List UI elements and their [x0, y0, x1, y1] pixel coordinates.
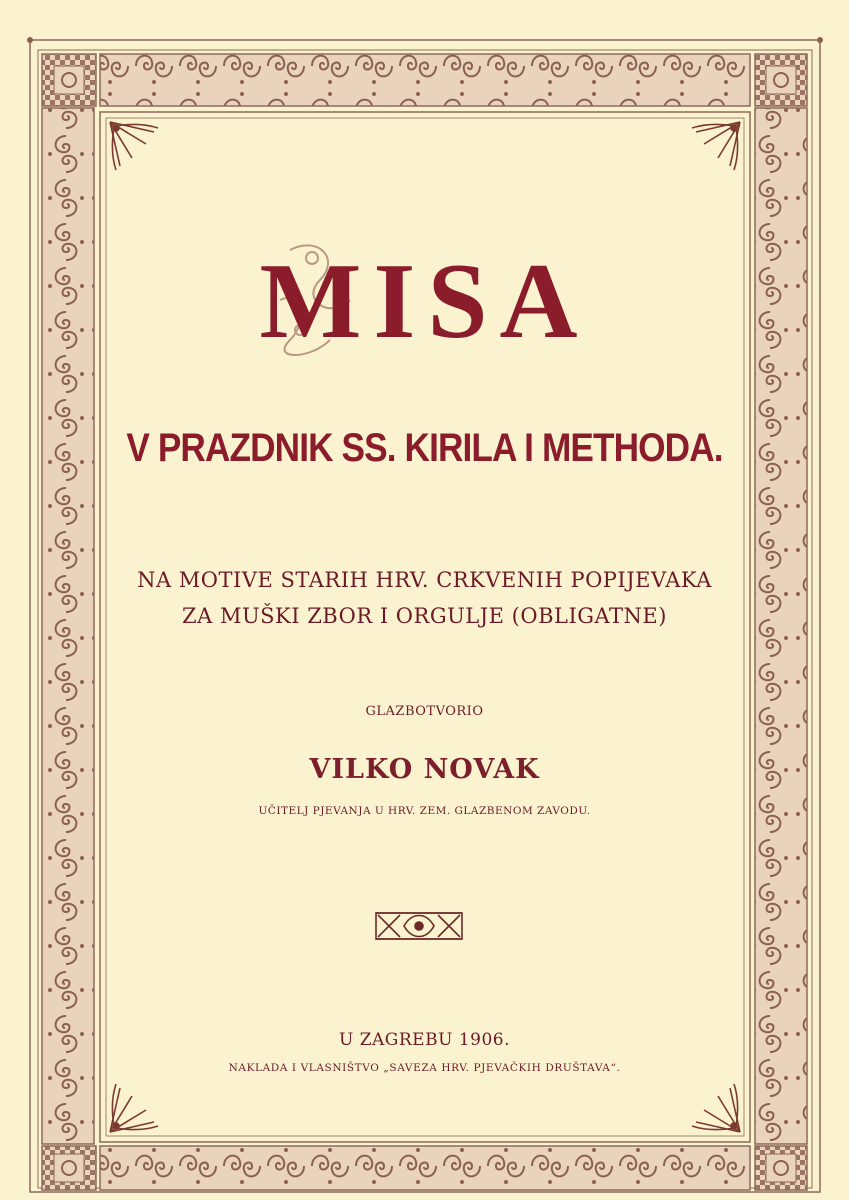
description-line-1: NA MOTIVE STARIH HRV. CRKVENIH POPIJEVAKA — [137, 568, 712, 592]
corner-block-top-left — [42, 54, 96, 106]
publisher-line: NAKLADA I VLASNIŠTVO „SAVEZA HRV. PJEVAČKIH DRUŠTAVA“. — [228, 1062, 621, 1074]
page-title: MISA — [259, 242, 590, 361]
composer-label: GLAZBOTVORIO — [365, 704, 484, 719]
central-vignette-icon — [376, 913, 462, 939]
composer-role: UČITELJ PJEVANJA U HRV. ZEM. GLAZBENOM ZAVODU. — [258, 805, 591, 817]
subtitle: V PRAZDNIK SS. KIRILA I METHODA. — [126, 426, 723, 470]
corner-block-bottom-right — [755, 1146, 807, 1190]
corner-block-top-right — [755, 54, 807, 106]
description-line-2: ZA MUŠKI ZBOR I ORGULJE (OBLIGATNE) — [182, 604, 667, 628]
composer-name: VILKO NOVAK — [309, 754, 540, 785]
corner-block-bottom-left — [42, 1146, 96, 1190]
place-year: U ZAGREBU 1906. — [338, 1030, 510, 1050]
